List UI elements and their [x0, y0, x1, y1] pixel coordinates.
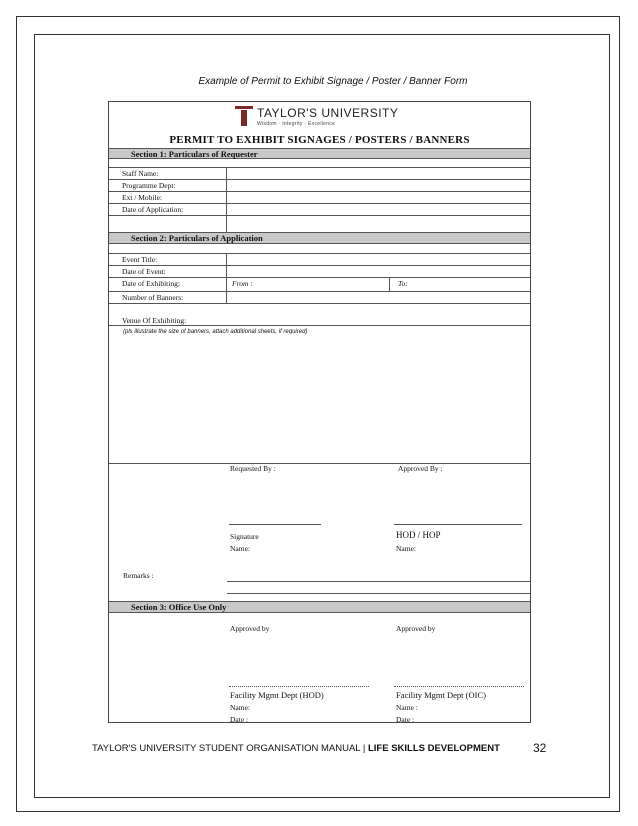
signature-label: Signature — [230, 532, 259, 541]
section1-spacer — [109, 159, 530, 168]
facility-sign-line-right[interactable] — [394, 686, 524, 687]
signature-line-left[interactable] — [229, 524, 321, 525]
approved-by-label: Approved By : — [398, 464, 443, 473]
remarks-line-2[interactable] — [227, 593, 531, 594]
section1-gap — [109, 216, 530, 232]
page-footer — [92, 743, 500, 754]
section3-header: Section 3: Office Use Only — [109, 601, 530, 613]
requested-by-label: Requested By : — [230, 464, 276, 473]
name-label-right: Name: — [396, 544, 416, 553]
field-date-of-application[interactable]: Date of Application: — [109, 204, 530, 216]
facility-sign-line-left[interactable] — [229, 686, 369, 687]
field-date-of-exhibiting[interactable]: Date of Exhibiting: From : To: — [109, 278, 530, 292]
section2-spacer — [109, 244, 530, 254]
field-venue[interactable]: Venue Of Exhibiting: — [109, 304, 530, 326]
section3-date-right: Date : — [396, 715, 415, 723]
field-date-of-event[interactable]: Date of Event: — [109, 266, 530, 278]
field-ext-mobile[interactable]: Ext / Mobile: — [109, 192, 530, 204]
remarks-label: Remarks : — [123, 571, 154, 580]
footer-text: TAYLOR'S UNIVERSITY STUDENT ORGANISATION MANUAL | — [92, 743, 368, 754]
logo-motto: Wisdom · Integrity · Excellence — [257, 121, 336, 127]
name-label-left: Name: — [230, 544, 250, 553]
field-number-of-banners[interactable]: Number of Banners: — [109, 292, 530, 304]
to-label: To: — [398, 279, 408, 288]
form-title: PERMIT TO EXHIBIT SIGNAGES / POSTERS / BANNERS — [169, 134, 470, 146]
field-staff-name[interactable]: Staff Name: — [109, 168, 530, 180]
signature-line-right[interactable] — [394, 524, 522, 525]
hod-hop-label: HOD / HOP — [396, 530, 441, 540]
facility-hod-label: Facility Mgmt Dept (HOD) — [230, 690, 324, 700]
section3-approved-right: Approved by — [396, 624, 436, 633]
permit-form — [108, 101, 531, 723]
figure-caption: Example of Permit to Exhibit Signage / Poster / Banner Form — [198, 76, 468, 87]
section3-name-left: Name: — [230, 703, 250, 712]
section3-name-right: Name : — [396, 703, 418, 712]
field-event-title[interactable]: Event Title: — [109, 254, 530, 266]
university-logo — [235, 106, 398, 127]
illustration-note: (pls illustrate the size of banners, attach additional sheets, if required) — [123, 329, 308, 335]
from-label: From : — [232, 279, 253, 288]
logo-name: TAYLOR'S UNIVERSITY — [257, 106, 399, 120]
remarks-line-1[interactable] — [227, 581, 531, 582]
section1-header: Section 1: Particulars of Requester — [109, 148, 530, 159]
facility-oic-label: Facility Mgmt Dept (OIC) — [396, 690, 486, 700]
footer-bold: LIFE SKILLS DEVELOPMENT — [367, 743, 500, 754]
logo-mark-icon — [235, 106, 253, 126]
illustration-area[interactable] — [109, 326, 530, 464]
section3-date-left: Date : — [230, 715, 249, 723]
section2-header: Section 2: Particulars of Application — [109, 232, 530, 244]
field-programme-dept[interactable]: Programme Dept: — [109, 180, 530, 192]
page-number: 32 — [533, 741, 547, 755]
section3-approved-left: Approved by — [230, 624, 270, 633]
